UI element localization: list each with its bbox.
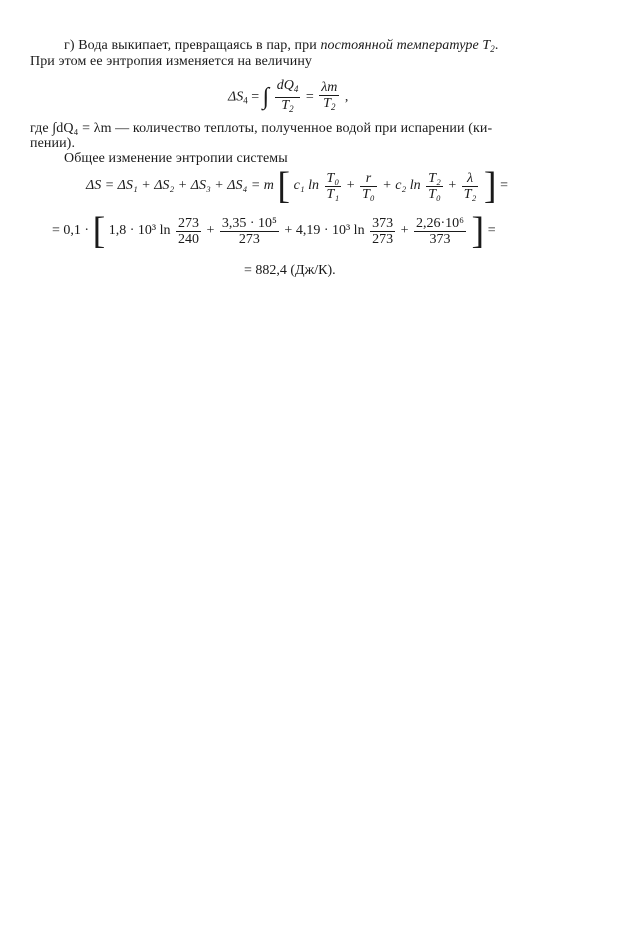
fraction xyxy=(462,171,479,202)
term: c₁ ln xyxy=(293,178,320,194)
equals-sign: = xyxy=(251,89,260,105)
plus-sign: + xyxy=(400,223,409,239)
paragraph-line: пении). xyxy=(30,136,76,151)
term: + 4,19 · 10³ ln xyxy=(284,223,365,239)
fraction xyxy=(414,216,466,247)
denominator: 273 xyxy=(372,231,394,247)
numerator: 3,35 · 10⁵ xyxy=(221,215,277,231)
denominator: 273 xyxy=(220,231,279,247)
numerator: dQ xyxy=(276,78,294,93)
fraction xyxy=(426,171,443,202)
denominator: T xyxy=(323,96,331,111)
numerator: T₀ xyxy=(326,170,340,186)
numerator: λ xyxy=(467,170,474,186)
paragraph-line: где ∫dQ₄ = λm — количество теплоты, полученное водой при испарении (ки- xyxy=(30,121,493,136)
numerator: 273 xyxy=(177,215,199,231)
fraction xyxy=(325,171,342,202)
comma: , xyxy=(344,89,349,105)
denominator: T xyxy=(281,98,290,113)
period: . xyxy=(494,38,499,53)
subscript: 2 xyxy=(289,104,294,114)
right-bracket: ] xyxy=(483,165,497,207)
text-segment: г) Вода выкипает, превращаясь в пар, при xyxy=(64,38,321,53)
term: + c₂ ln xyxy=(382,178,421,194)
numerator: r xyxy=(365,170,372,186)
term: 1,8 · 10³ ln xyxy=(108,223,171,239)
subscript: 2 xyxy=(330,102,336,112)
equals-sign: = xyxy=(305,89,314,105)
paragraph-line: При этом ее энтропия изменяется на величину xyxy=(30,54,313,69)
fraction xyxy=(360,171,377,202)
fraction xyxy=(370,216,395,247)
symbol: ΔS xyxy=(228,89,244,105)
expression: = 0,1 · xyxy=(52,223,90,239)
numerator: 373 xyxy=(372,215,394,231)
integral-sign: ∫ xyxy=(262,84,270,110)
fraction xyxy=(220,216,279,247)
subscript: 4 xyxy=(243,95,248,106)
plus-sign: + xyxy=(206,223,215,239)
plus-sign: + xyxy=(346,178,355,194)
right-bracket: ] xyxy=(471,210,485,252)
fraction xyxy=(319,80,339,115)
fraction xyxy=(275,78,301,117)
denominator: T₁ xyxy=(326,186,340,202)
equation-total-entropy xyxy=(86,167,508,205)
numerator: λm xyxy=(321,80,338,95)
equation-numeric-substitution xyxy=(52,212,496,250)
equals-sign: = xyxy=(487,223,496,239)
numerator: 2,26·10⁶ xyxy=(415,215,465,231)
denominator: T₂ xyxy=(463,186,477,202)
paragraph-line xyxy=(64,38,499,54)
denominator: T₀ xyxy=(362,186,375,202)
numerator: T₂ xyxy=(428,170,441,186)
italic-phrase: постоянной температуре T xyxy=(320,38,491,53)
left-bracket: [ xyxy=(92,210,106,252)
denominator: 373 xyxy=(414,231,466,247)
paragraph-line: Общее изменение энтропии системы xyxy=(64,151,288,166)
equation-result: = 882,4 (Дж/К). xyxy=(244,263,336,278)
subscript: 2 xyxy=(490,44,495,54)
equals-sign: = xyxy=(500,178,508,194)
subscript: 4 xyxy=(293,84,299,94)
equation-entropy-delta-s4 xyxy=(228,78,348,117)
plus-sign: + xyxy=(448,178,457,194)
denominator: 240 xyxy=(177,231,199,247)
left-bracket: [ xyxy=(277,165,291,207)
expression: ΔS = ΔS₁ + ΔS₂ + ΔS₃ + ΔS₄ = m xyxy=(86,178,274,194)
fraction xyxy=(176,216,201,247)
denominator: T₀ xyxy=(428,186,441,202)
